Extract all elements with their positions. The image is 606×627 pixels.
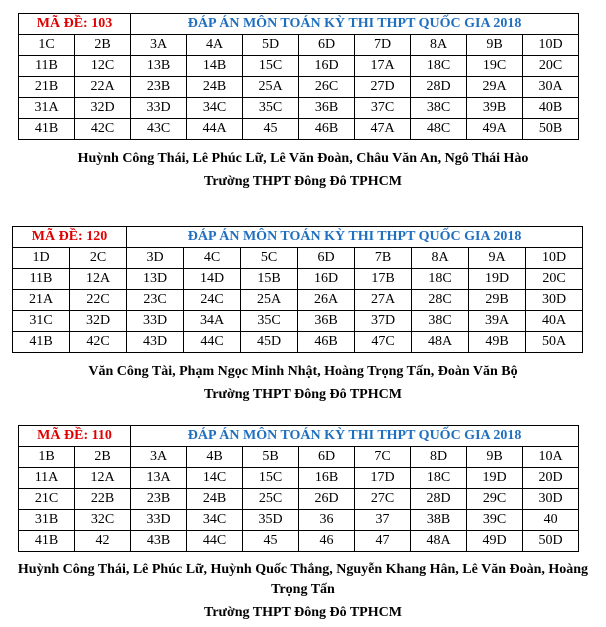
answer-cell: 8D — [411, 447, 467, 468]
answer-cell: 9B — [467, 447, 523, 468]
answer-cell: 34C — [187, 510, 243, 531]
answer-cell: 47C — [355, 332, 412, 353]
answer-key-title: ĐÁP ÁN MÔN TOÁN KỲ THI THPT QUỐC GIA 2018 — [131, 14, 579, 35]
table-row — [13, 311, 583, 332]
answer-cell: 50A — [526, 332, 583, 353]
table-row — [13, 269, 583, 290]
answer-cell: 14C — [187, 468, 243, 489]
answer-cell: 24B — [187, 489, 243, 510]
answer-cell: 20D — [523, 468, 579, 489]
answer-cell: 11B — [13, 269, 70, 290]
answer-cell: 15C — [243, 468, 299, 489]
answer-cell: 16D — [298, 269, 355, 290]
answer-cell: 1C — [19, 35, 75, 56]
answer-cell: 8A — [412, 248, 469, 269]
answer-cell: 27A — [355, 290, 412, 311]
answer-cell: 22A — [75, 77, 131, 98]
answer-cell: 36 — [299, 510, 355, 531]
answer-cell: 40B — [523, 98, 579, 119]
answer-cell: 49A — [467, 119, 523, 140]
answer-cell: 26C — [299, 77, 355, 98]
answer-cell: 13A — [131, 468, 187, 489]
answer-cell: 45D — [241, 332, 298, 353]
school-name: Trường THPT Đông Đô TPHCM — [204, 605, 402, 620]
answer-table-110 — [18, 425, 579, 552]
answer-cell: 31B — [19, 510, 75, 531]
answer-cell: 7B — [355, 248, 412, 269]
answer-cell: 20C — [523, 56, 579, 77]
answer-cell: 19D — [469, 269, 526, 290]
answer-cell: 39A — [469, 311, 526, 332]
table-row — [19, 447, 579, 468]
answer-cell: 40 — [523, 510, 579, 531]
table-row — [19, 510, 579, 531]
answer-cell: 23C — [127, 290, 184, 311]
answer-cell: 32D — [70, 311, 127, 332]
answer-cell: 24B — [187, 77, 243, 98]
answer-cell: 10D — [523, 35, 579, 56]
answer-cell: 32C — [75, 510, 131, 531]
answer-cell: 43C — [131, 119, 187, 140]
answer-cell: 23B — [131, 489, 187, 510]
answer-cell: 19C — [467, 56, 523, 77]
answer-cell: 2B — [75, 35, 131, 56]
exam-code: MÃ ĐỀ: 110 — [19, 426, 131, 447]
answer-rows — [19, 35, 579, 140]
table-row — [19, 468, 579, 489]
table-header-row — [13, 227, 583, 248]
answer-cell: 17D — [355, 468, 411, 489]
answer-cell: 10D — [526, 248, 583, 269]
table-header-row — [19, 426, 579, 447]
answer-cell: 2B — [75, 447, 131, 468]
answer-cell: 6D — [298, 248, 355, 269]
answer-cell: 22B — [75, 489, 131, 510]
answer-cell: 3A — [131, 35, 187, 56]
answer-table-103 — [18, 13, 579, 140]
answer-cell: 25C — [243, 489, 299, 510]
answer-cell: 28D — [411, 489, 467, 510]
answer-cell: 3D — [127, 248, 184, 269]
answer-table-120 — [12, 226, 583, 353]
answer-cell: 13D — [127, 269, 184, 290]
answer-cell: 12A — [75, 468, 131, 489]
table-header-row — [19, 14, 579, 35]
answer-cell: 4A — [187, 35, 243, 56]
table-row — [19, 531, 579, 552]
answer-cell: 38C — [411, 98, 467, 119]
answer-cell: 1B — [19, 447, 75, 468]
answer-cell: 5C — [241, 248, 298, 269]
answer-cell: 17B — [355, 269, 412, 290]
answer-cell: 4B — [187, 447, 243, 468]
answer-cell: 8A — [411, 35, 467, 56]
answer-cell: 38B — [411, 510, 467, 531]
answer-cell: 17A — [355, 56, 411, 77]
answer-cell: 21C — [19, 489, 75, 510]
answer-cell: 34C — [187, 98, 243, 119]
answer-cell: 15B — [241, 269, 298, 290]
answer-cell: 12A — [70, 269, 127, 290]
answer-cell: 42C — [75, 119, 131, 140]
answer-cell: 5B — [243, 447, 299, 468]
answer-cell: 36B — [298, 311, 355, 332]
answer-cell: 13B — [131, 56, 187, 77]
answer-cell: 49D — [467, 531, 523, 552]
answer-cell: 27D — [355, 77, 411, 98]
answer-cell: 47 — [355, 531, 411, 552]
answer-cell: 42 — [75, 531, 131, 552]
answer-cell: 7D — [355, 35, 411, 56]
answer-cell: 24C — [184, 290, 241, 311]
answer-cell: 42C — [70, 332, 127, 353]
answer-cell: 49B — [469, 332, 526, 353]
answer-cell: 47A — [355, 119, 411, 140]
answer-cell: 48C — [411, 119, 467, 140]
answer-cell: 43B — [131, 531, 187, 552]
authors-line: Huỳnh Công Thái, Lê Phúc Lữ, Lê Văn Đoàn, Châu Văn An, Ngô Thái Hào — [77, 151, 529, 166]
answer-cell: 26D — [299, 489, 355, 510]
answer-cell: 46B — [299, 119, 355, 140]
table-row — [19, 489, 579, 510]
answer-key-section-103 — [18, 13, 579, 140]
answer-cell: 40A — [526, 311, 583, 332]
answer-cell: 21A — [13, 290, 70, 311]
answer-cell: 14D — [184, 269, 241, 290]
answer-cell: 11A — [19, 468, 75, 489]
table-row — [13, 248, 583, 269]
answer-cell: 39B — [467, 98, 523, 119]
answer-cell: 1D — [13, 248, 70, 269]
answer-cell: 31A — [19, 98, 75, 119]
answer-key-title: ĐÁP ÁN MÔN TOÁN KỲ THI THPT QUỐC GIA 2018 — [127, 227, 583, 248]
answer-cell: 29A — [467, 77, 523, 98]
answer-cell: 18C — [411, 468, 467, 489]
answer-cell: 23B — [131, 77, 187, 98]
authors-line: Huỳnh Công Thái, Lê Phúc Lữ, Huỳnh Quốc Thắng, Nguyễn Khang Hân, Lê Văn Đoàn, Hoàng Trọng Tấn — [17, 562, 589, 597]
authors-line: Văn Công Tài, Phạm Ngọc Minh Nhật, Hoàng Trọng Tấn, Đoàn Văn Bộ — [88, 364, 518, 379]
answer-cell: 31C — [13, 311, 70, 332]
answer-cell: 29C — [467, 489, 523, 510]
answer-cell: 46 — [299, 531, 355, 552]
answer-cell: 30A — [523, 77, 579, 98]
answer-cell: 37D — [355, 311, 412, 332]
answer-cell: 46B — [298, 332, 355, 353]
answer-key-section-110 — [18, 425, 579, 552]
answer-cell: 28D — [411, 77, 467, 98]
table-row — [13, 290, 583, 311]
answer-cell: 22C — [70, 290, 127, 311]
answer-cell: 15C — [243, 56, 299, 77]
answer-cell: 12C — [75, 56, 131, 77]
answer-cell: 38C — [412, 311, 469, 332]
answer-cell: 37 — [355, 510, 411, 531]
answer-cell: 29B — [469, 290, 526, 311]
answer-cell: 32D — [75, 98, 131, 119]
table-row — [19, 98, 579, 119]
answer-cell: 44C — [187, 531, 243, 552]
answer-cell: 39C — [467, 510, 523, 531]
table-row — [19, 56, 579, 77]
answer-cell: 41B — [19, 119, 75, 140]
exam-code: MÃ ĐỀ: 120 — [13, 227, 127, 248]
answer-cell: 30D — [526, 290, 583, 311]
exam-code: MÃ ĐỀ: 103 — [19, 14, 131, 35]
answer-cell: 7C — [355, 447, 411, 468]
answer-key-title: ĐÁP ÁN MÔN TOÁN KỲ THI THPT QUỐC GIA 2018 — [131, 426, 579, 447]
table-row — [19, 77, 579, 98]
answer-cell: 18C — [411, 56, 467, 77]
answer-cell: 26A — [298, 290, 355, 311]
answer-cell: 50B — [523, 119, 579, 140]
answer-cell: 27C — [355, 489, 411, 510]
answer-cell: 6D — [299, 35, 355, 56]
answer-cell: 9A — [469, 248, 526, 269]
school-name: Trường THPT Đông Đô TPHCM — [204, 387, 402, 402]
answer-cell: 10A — [523, 447, 579, 468]
answer-cell: 33D — [127, 311, 184, 332]
answer-rows — [19, 447, 579, 552]
answer-cell: 4C — [184, 248, 241, 269]
answer-cell: 25A — [241, 290, 298, 311]
answer-cell: 11B — [19, 56, 75, 77]
answer-cell: 28C — [412, 290, 469, 311]
answer-key-section-120 — [12, 226, 583, 353]
answer-cell: 34A — [184, 311, 241, 332]
answer-cell: 16D — [299, 56, 355, 77]
answer-cell: 41B — [13, 332, 70, 353]
answer-cell: 21B — [19, 77, 75, 98]
answer-cell: 45 — [243, 119, 299, 140]
answer-cell: 35C — [243, 98, 299, 119]
answer-cell: 6D — [299, 447, 355, 468]
answer-cell: 33D — [131, 98, 187, 119]
school-name: Trường THPT Đông Đô TPHCM — [204, 174, 402, 189]
answer-cell: 18C — [412, 269, 469, 290]
answer-cell: 35C — [241, 311, 298, 332]
answer-cell: 45 — [243, 531, 299, 552]
answer-cell: 37C — [355, 98, 411, 119]
answer-cell: 30D — [523, 489, 579, 510]
answer-cell: 43D — [127, 332, 184, 353]
table-row — [13, 332, 583, 353]
answer-cell: 50D — [523, 531, 579, 552]
answer-cell: 2C — [70, 248, 127, 269]
answer-cell: 19D — [467, 468, 523, 489]
table-row — [19, 119, 579, 140]
answer-cell: 5D — [243, 35, 299, 56]
answer-cell: 35D — [243, 510, 299, 531]
answer-cell: 36B — [299, 98, 355, 119]
table-row — [19, 35, 579, 56]
answer-cell: 16B — [299, 468, 355, 489]
answer-rows — [13, 248, 583, 353]
answer-cell: 41B — [19, 531, 75, 552]
answer-cell: 25A — [243, 77, 299, 98]
answer-cell: 20C — [526, 269, 583, 290]
answer-cell: 3A — [131, 447, 187, 468]
answer-cell: 33D — [131, 510, 187, 531]
answer-cell: 14B — [187, 56, 243, 77]
answer-cell: 48A — [412, 332, 469, 353]
answer-cell: 44A — [187, 119, 243, 140]
answer-cell: 44C — [184, 332, 241, 353]
answer-cell: 9B — [467, 35, 523, 56]
answer-cell: 48A — [411, 531, 467, 552]
